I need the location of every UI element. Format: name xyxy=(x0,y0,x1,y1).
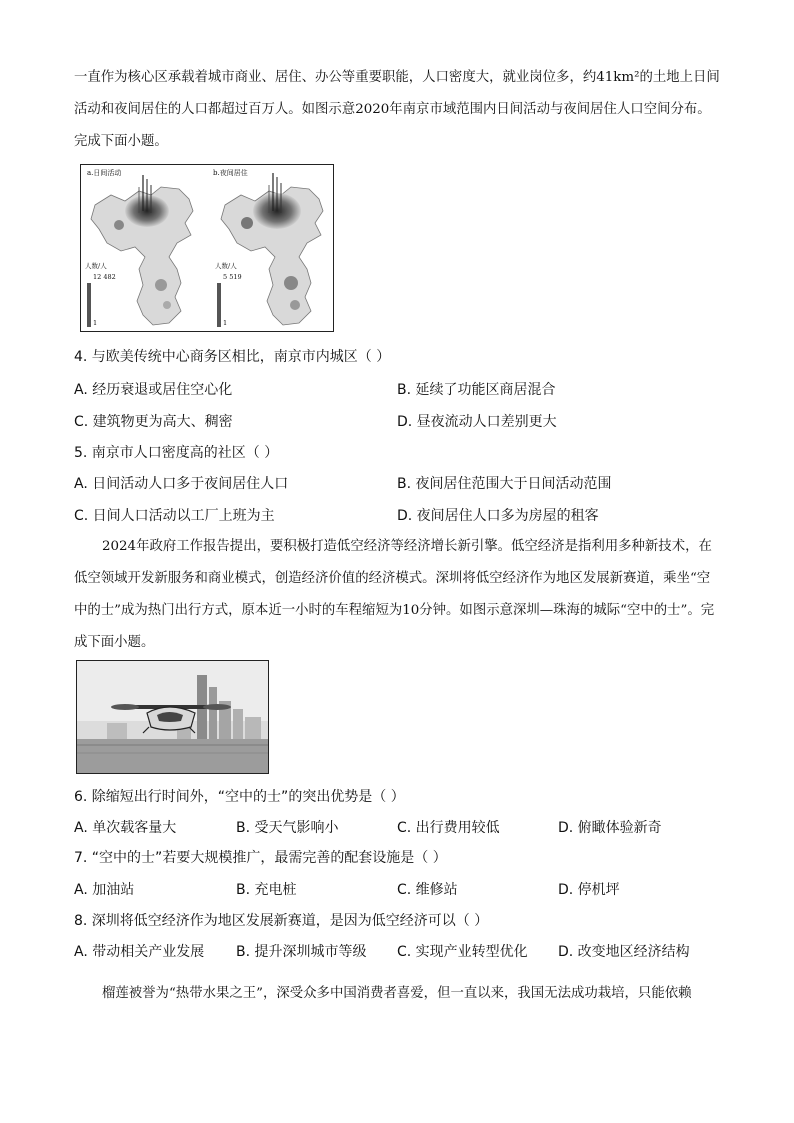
q6-option-c[interactable]: C. 出行费用较低 xyxy=(397,820,500,836)
q5-option-a[interactable]: A. 日间活动人口多于夜间居住人口 xyxy=(74,476,289,492)
q6-option-d[interactable]: D. 俯瞰体验新奇 xyxy=(558,820,662,836)
q5-option-b[interactable]: B. 夜间居住范围大于日间活动范围 xyxy=(397,476,612,492)
question-5-stem: 5. 南京市人口密度高的社区（ ） xyxy=(74,445,279,461)
q8-option-b[interactable]: B. 提升深圳城市等级 xyxy=(236,944,367,960)
q4-option-d[interactable]: D. 昼夜流动人口差别更大 xyxy=(397,414,557,430)
map-panel-a xyxy=(87,175,193,327)
legend-b-bar xyxy=(217,283,221,327)
q6-option-a[interactable]: A. 单次载客量大 xyxy=(74,820,177,836)
q8-option-c[interactable]: C. 实现产业转型优化 xyxy=(397,944,528,960)
q4-option-c[interactable]: C. 建筑物更为高大、稠密 xyxy=(74,414,233,430)
q5-option-c[interactable]: C. 日间人口活动以工厂上班为主 xyxy=(74,508,275,524)
passage-low-altitude-economy: 2024年政府工作报告提出，要积极打造低空经济等经济增长新引擎。低空经济是指利用多种新技术，在低空领域开发新服务和商业模式，创造经济价值的经济模式。深圳将低空经济作为地区发展新赛道，乘坐“空中的士”成为热门出行方式，原本近一小时的车程缩短为10分钟。如图示意深圳—珠海的城际“空中的士”。完成下面小题。 xyxy=(74,539,715,650)
air-taxi-photo xyxy=(76,660,269,774)
question-4-stem: 4. 与欧美传统中心商务区相比，南京市内城区（ ） xyxy=(74,349,391,365)
q7-option-b[interactable]: B. 充电桩 xyxy=(236,882,297,898)
legend-a-max: 12 482 xyxy=(93,273,116,281)
passage-nanjing-intro: 一直作为核心区承载着城市商业、居住、办公等重要职能，人口密度大，就业岗位多，约41km²的土地上日间活动和夜间居住的人口都超过百万人。如图示意2020年南京市域范围内日间活动与夜间居住人口空间分布。完成下面小题。 xyxy=(74,70,720,149)
q7-option-c[interactable]: C. 维修站 xyxy=(397,882,458,898)
question-6-stem: 6. 除缩短出行时间外，“空中的士”的突出优势是（ ） xyxy=(74,789,405,805)
q5-option-d[interactable]: D. 夜间居住人口多为房屋的租客 xyxy=(397,508,599,524)
q7-option-a[interactable]: A. 加油站 xyxy=(74,882,135,898)
nanjing-population-map-figure xyxy=(80,164,334,332)
q4-option-a[interactable]: A. 经历衰退或居住空心化 xyxy=(74,382,233,398)
panel-a-label: a.日间活动 xyxy=(87,169,122,177)
map-panel-b xyxy=(217,173,323,327)
legend-b-min: 1 xyxy=(223,319,228,327)
legend-b-title: 人数/人 xyxy=(215,262,237,270)
panel-b-label: b.夜间居住 xyxy=(213,169,248,177)
legend-b-max: 5 519 xyxy=(223,273,242,281)
legend-a-title: 人数/人 xyxy=(85,262,107,270)
q4-option-b[interactable]: B. 延续了功能区商居混合 xyxy=(397,382,556,398)
population-maps-svg xyxy=(81,165,333,331)
q6-option-b[interactable]: B. 受天气影响小 xyxy=(236,820,339,836)
q8-option-a[interactable]: A. 带动相关产业发展 xyxy=(74,944,205,960)
passage-durian-intro: 榴莲被誉为“热带水果之王”，深受众多中国消费者喜爱，但一直以来，我国无法成功栽培，只能依赖 xyxy=(102,986,692,1001)
q8-option-d[interactable]: D. 改变地区经济结构 xyxy=(558,944,690,960)
legend-a-bar xyxy=(87,283,91,327)
question-8-stem: 8. 深圳将低空经济作为地区发展新赛道，是因为低空经济可以（ ） xyxy=(74,913,489,929)
legend-a-min: 1 xyxy=(93,319,98,327)
air-taxi-photo-svg xyxy=(77,661,268,773)
question-7-stem: 7. “空中的士”若要大规模推广，最需完善的配套设施是（ ） xyxy=(74,850,447,866)
q7-option-d[interactable]: D. 停机坪 xyxy=(558,882,620,898)
